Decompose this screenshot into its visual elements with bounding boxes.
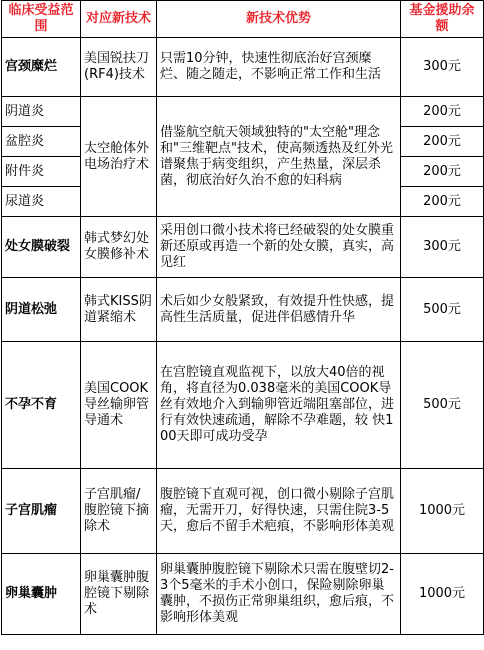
indication-cell: 阴道炎 [2,97,81,127]
technique-cell: 美国锐扶刀(RF4)技术 [81,38,157,97]
indication-cell: 子宫肌瘤 [2,469,81,554]
table-row [2,554,484,635]
fund-cell: 200元 [401,187,484,217]
header-indication: 临床受益范围 [2,1,81,38]
technique-cell: 韩式梦幻处女膜修补术 [81,217,157,278]
header-fund: 基金援助余额 [401,1,484,38]
fund-cell: 200元 [401,157,484,187]
fund-cell: 500元 [401,342,484,469]
header-technique: 对应新技术 [81,1,157,38]
advantage-cell: 术后如少女般紧致，有效提升性快感，提高性生活质量，促进伴侣感情升华 [157,278,401,342]
technique-cell: 太空舱体外电场治疗术 [81,97,157,217]
technique-cell: 子宫肌瘤/腹腔镜下摘除术 [81,469,157,554]
advantage-cell: 卵巢囊肿腹腔镜下剔除术只需在腹壁切2-3个5毫米的手术小创口，保险剔除卵巢囊肿，不损伤正常卵巢组织，愈后痕，不影响形体美观 [157,554,401,635]
table-row [2,469,484,554]
table-row [2,342,484,469]
indication-cell: 不孕不育 [2,342,81,469]
subsidy-table [1,0,484,635]
fund-cell: 300元 [401,38,484,97]
fund-cell: 1000元 [401,554,484,635]
table-row [2,217,484,278]
advantage-cell: 腹腔镜下直观可视，创口微小剔除子宫肌瘤，无需开刀，好得快速，只需住院3-5天，愈后不留手术疤痕，不影响形体美观 [157,469,401,554]
indication-cell: 宫颈糜烂 [2,38,81,97]
advantage-cell: 在宫腔镜直观监视下，以放大40倍的视角，将直径为0.038毫米的美国COOK导丝有效地介入到输卵管近端阻塞部位，进行有效快速疏通，解除不孕难题，较 快100天即可成功受孕 [157,342,401,469]
fund-cell: 500元 [401,278,484,342]
indication-cell: 尿道炎 [2,187,81,217]
advantage-cell: 采用创口微小技术将已经破裂的处女膜重新还原或再造一个新的处女膜，真实，高见红 [157,217,401,278]
table-row [2,97,484,127]
fund-cell: 1000元 [401,469,484,554]
table-row [2,38,484,97]
indication-cell: 处女膜破裂 [2,217,81,278]
technique-cell: 美国COOK导丝输卵管导通术 [81,342,157,469]
indication-cell: 附件炎 [2,157,81,187]
header-row [2,1,484,38]
fund-cell: 200元 [401,127,484,157]
indication-cell: 卵巢囊肿 [2,554,81,635]
indication-cell: 盆腔炎 [2,127,81,157]
header-advantage: 新技术优势 [157,1,401,38]
technique-cell: 韩式KISS阴道紧缩术 [81,278,157,342]
indication-cell: 阴道松弛 [2,278,81,342]
technique-cell: 卵巢囊肿腹腔镜下剔除术 [81,554,157,635]
advantage-cell: 借鉴航空航天领域独特的"太空舱"理念和"三维靶点"技术，使高频透热及红外光谱聚焦于病变组织，产生热量，深层杀菌，彻底治好久治不愈的妇科病 [157,97,401,217]
table-row [2,278,484,342]
fund-cell: 200元 [401,97,484,127]
advantage-cell: 只需10分钟，快速性彻底治好宫颈糜烂、随之随走，不影响正常工作和生活 [157,38,401,97]
fund-cell: 300元 [401,217,484,278]
